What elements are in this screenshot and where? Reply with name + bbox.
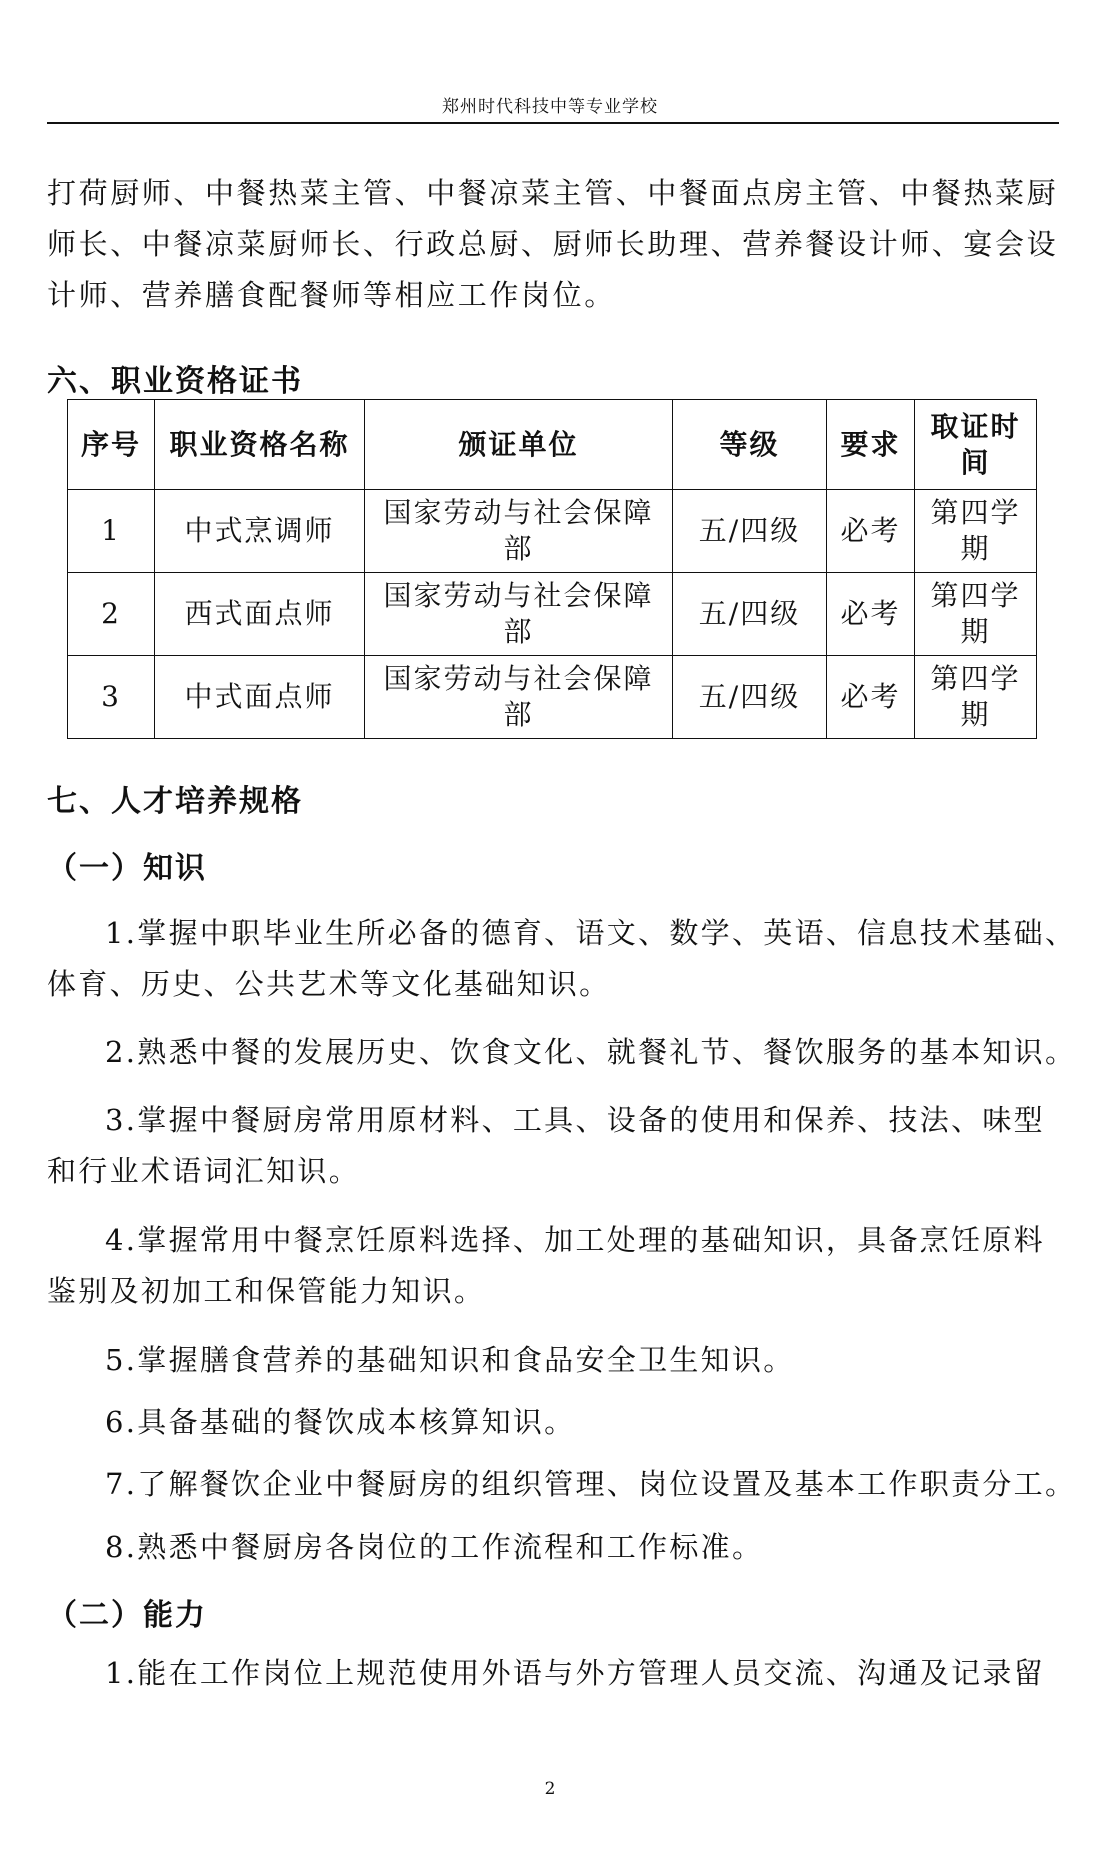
cell-level: 五/四级 [673, 490, 827, 573]
certificate-table [67, 399, 1037, 739]
knowledge-item-5: 5.掌握膳食营养的基础知识和食品安全卫生知识。 [105, 1343, 795, 1377]
cell-issuer: 国家劳动与社会保障部 [365, 490, 673, 573]
ability-item-1: 1.能在工作岗位上规范使用外语与外方管理人员交流、沟通及记录留 [105, 1656, 1045, 1690]
knowledge-item-1: 1.掌握中职毕业生所必备的德育、语文、数学、英语、信息技术基础、 体育、历史、公共艺术等文化基础知识。 [47, 916, 1077, 1001]
cell-index: 2 [68, 573, 155, 656]
intro-line: 计师、营养膳食配餐师等相应工作岗位。 [47, 278, 616, 312]
header-cell-issuer: 颁证单位 [365, 400, 673, 490]
header-cell-time: 取证时间 [915, 400, 1037, 490]
cell-qualification: 中式面点师 [155, 656, 365, 739]
cell-index: 1 [68, 490, 155, 573]
header-rule [47, 122, 1059, 124]
header-cell-level: 等级 [673, 400, 827, 490]
knowledge-item-8: 8.熟悉中餐厨房各岗位的工作流程和工作标准。 [105, 1530, 764, 1564]
cell-qualification: 中式烹调师 [155, 490, 365, 573]
knowledge-item-6: 6.具备基础的餐饮成本核算知识。 [105, 1405, 576, 1439]
cell-index: 3 [68, 656, 155, 739]
cell-qualification: 西式面点师 [155, 573, 365, 656]
cell-time: 第四学期 [915, 656, 1037, 739]
intro-paragraph [47, 168, 1057, 321]
cell-time: 第四学期 [915, 490, 1037, 573]
page-header: 郑州时代科技中等专业学校 [442, 97, 658, 117]
ability-subtitle: （二）能力 [47, 1598, 207, 1633]
knowledge-item-7: 7.了解餐饮企业中餐厨房的组织管理、岗位设置及基本工作职责分工。 [105, 1467, 1077, 1501]
section-6-title: 六、职业资格证书 [47, 364, 303, 399]
table-row [68, 490, 1037, 573]
cell-issuer: 国家劳动与社会保障部 [365, 656, 673, 739]
header-cell-index: 序号 [68, 400, 155, 490]
cell-requirement: 必考 [827, 490, 915, 573]
knowledge-item-4: 4.掌握常用中餐烹饪原料选择、加工处理的基础知识，具备烹饪原料 鉴别及初加工和保管能力知识。 [47, 1223, 1045, 1308]
intro-line: 打荷厨师、中餐热菜主管、中餐凉菜主管、中餐面点房主管、中餐热菜厨 [47, 176, 1059, 210]
cell-time: 第四学期 [915, 573, 1037, 656]
header-cell-qualification: 职业资格名称 [155, 400, 365, 490]
page-number: 2 [544, 1779, 556, 1799]
table-header-row [68, 400, 1037, 490]
knowledge-subtitle: （一）知识 [47, 851, 207, 886]
section-7-title: 七、人才培养规格 [47, 784, 303, 819]
header-cell-requirement: 要求 [827, 400, 915, 490]
cell-requirement: 必考 [827, 573, 915, 656]
cell-level: 五/四级 [673, 573, 827, 656]
cell-issuer: 国家劳动与社会保障部 [365, 573, 673, 656]
knowledge-item-3: 3.掌握中餐厨房常用原材料、工具、设备的使用和保养、技法、味型 和行业术语词汇知识。 [47, 1103, 1045, 1188]
cell-level: 五/四级 [673, 656, 827, 739]
cell-requirement: 必考 [827, 656, 915, 739]
knowledge-item-2: 2.熟悉中餐的发展历史、饮食文化、就餐礼节、餐饮服务的基本知识。 [105, 1035, 1077, 1069]
table-row [68, 573, 1037, 656]
table-row [68, 656, 1037, 739]
intro-line: 师长、中餐凉菜厨师长、行政总厨、厨师长助理、营养餐设计师、宴会设 [47, 227, 1059, 261]
